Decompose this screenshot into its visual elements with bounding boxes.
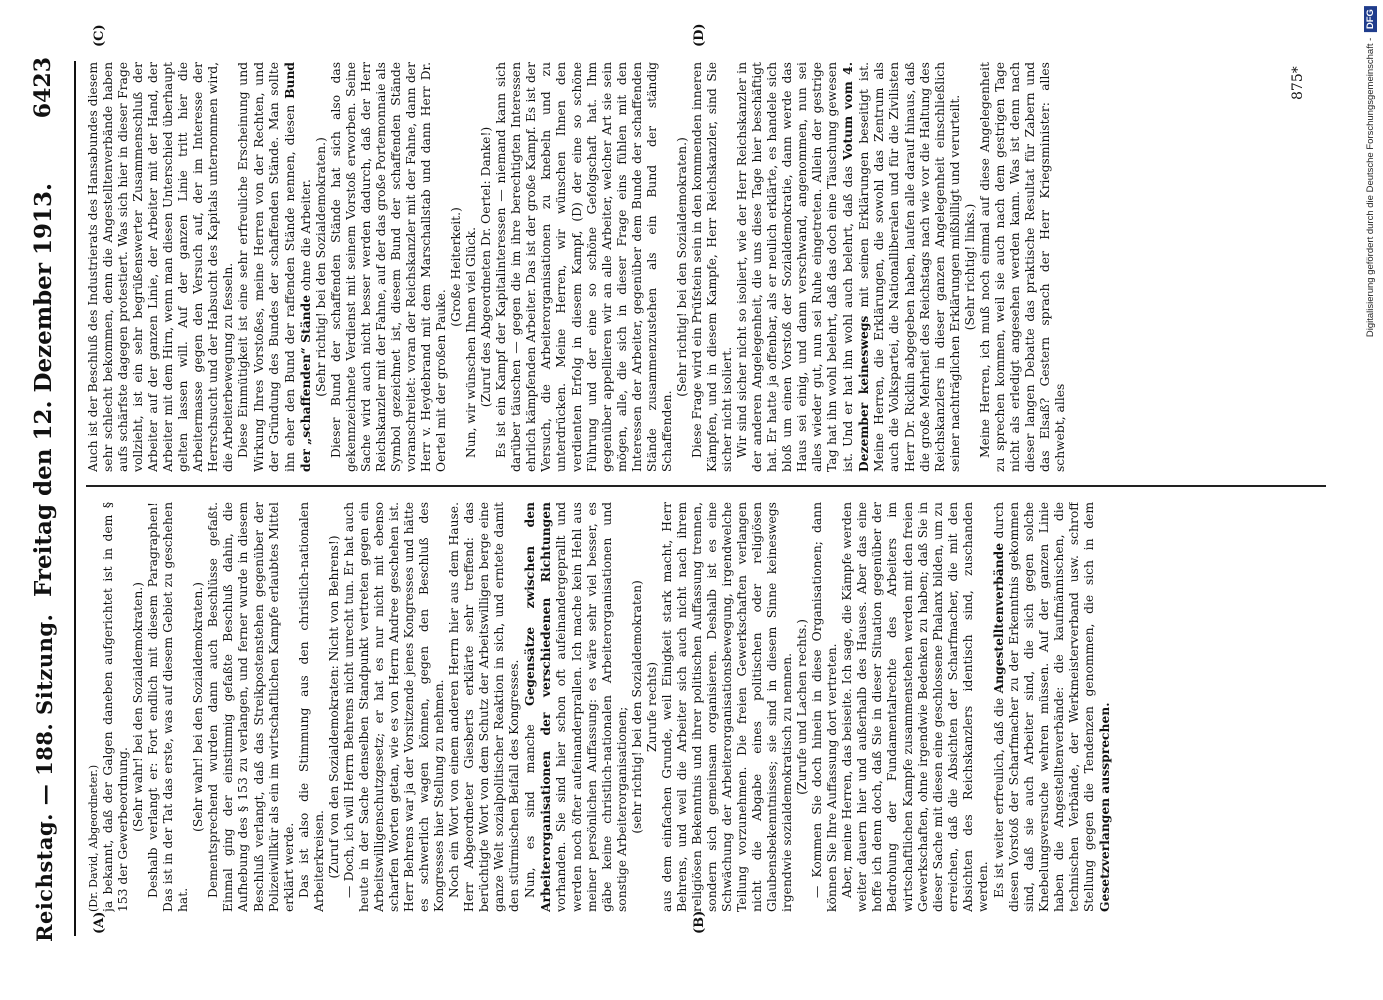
page-header bbox=[18, 57, 70, 942]
emphasis: Gesetzverlangen aussprechen. bbox=[1097, 702, 1113, 912]
margin-marker-a: (A) bbox=[92, 911, 107, 934]
left-column bbox=[86, 502, 1326, 912]
emphasis: Gegensätze zwischen den Arbeiterorganisationen der verschiedenen Richtungen bbox=[522, 502, 554, 912]
paragraph: Auch ist der Beschluß des Industrierats des Hansabundes diesem sehr schlecht bekommen, denn die Angestelltenverbände haben aufs schärfste dagegen protestiert. Was sich hier in dieser Frage vollzieht, ist ein sehr begrüßenswerter Zusammenschluß der Arbeiter auf der ganzen Linie, der Arbeiter mit der Hand, der Arbeiter mit dem Hirn, wenn man diesen Unterschied überhaupt gelten lassen will. Auf der ganzen Linie tritt hier die Arbeitermasse gegen den Versuch auf, der im Interesse der Herrschsucht und der Habsucht des Kapitals unternommen wird, die Arbeiterbewegung zu fesseln. bbox=[86, 62, 236, 472]
header-rule bbox=[74, 61, 76, 936]
interjection: Zurufe rechts) bbox=[644, 662, 659, 753]
interjection: (Sehr richtig! links.) bbox=[962, 203, 977, 331]
interjection: (Zurufe und Lachen rechts.) bbox=[795, 619, 810, 795]
interjection: (Sehr richtig! bei den Sozialdemokraten.) bbox=[313, 137, 328, 397]
paragraph: aus dem einfachen Grunde, weil Einigkeit stark macht, Herr Behrens, und weil die Arbeiter sich auch nicht nach ihrem religiösen Bekenntnis und ihrer politischen Auffassung trennen, sondern sich gemeinsam organisieren. Deshalb ist es eine Schwächung der Arbeiterorganisationsbewegung, irgendwelche Teilung vorzunehmen. Die freien Gewerkschaften verlangen nicht die Abgabe eines politischen oder religiösen Glaubensbekenntnisses; sie sind in diesem Sinne keineswegs irgendwie sozialdemokratisch zu nennen. bbox=[659, 502, 795, 912]
paragraph: Deshalb verlangt er: Fort endlich mit diesem Paragraphen! Das ist in der Tat das erste, was auf diesem Gebiet zu geschehen hat. bbox=[146, 502, 191, 912]
emphasis: Votum vom 4. Dezember keineswegs bbox=[840, 62, 872, 472]
interjection: (Zuruf von den Sozialdemokraten: Nicht von Behrens!) bbox=[326, 535, 341, 879]
emphasis: Angestelltenverbände bbox=[990, 542, 1006, 694]
paragraph: Dieser Bund der schaffenden Stände hat sich also das gekennzeichnete Verdienst mit seinem Vorstoß erworben. Seine Sache wird auch nicht besser werden dadurch, daß der Herr Reichskanzler mit der Fahne, auf der das große Portemonnaie als Symbol gezeichnet ist, diesem Bund der schaffenden Stände voranschreitet: voran der Reichskanzler mit der Fahne, dann der Herr v. Heydebrand mit dem Marschallstab und dann Herr Dr. Oertel mit der großen Pauke. bbox=[328, 62, 449, 472]
paragraph: Wir sind sicher nicht so isoliert, wie der Herr Reichskanzler in der anderen Angelegenheit, die uns diese Tage hier beschäftigt hat. Er hatte ja offenbar, als er neulich erklärte, es handele sich bloß um einen Vorstoß der Sozialdemokratie, dann werde das Haus sei einig, und dann verschwand, angenommen, nun sei alles wieder gut, nun sei Ruhe eingetreten. Allein der gestrige Tag hat ihn wohl belehrt, daß das doch eine Täuschung gewesen ist. Und er hat ihn wohl auch belehrt, daß das Votum vom 4. Dezember keineswegs mit seinen Erklärungen beseitigt ist. Meine Herren, die Erklärungen, die sowohl das Zentrum als auch die Volkspartei, die Nationalliberalen und für die Zivilisten Herr Dr. Ricklin abgegeben haben, laufen alle darauf hinaus, daß die große Mehrheit des Reichstags nach wie vor die Haltung des Reichskanzlers in dieser ganzen Angelegenheit einschließlich seiner nachträglichen Erklärungen mißbilligt und verurteilt. bbox=[735, 62, 962, 472]
header-session: Reichstag. — 188. Sitzung. bbox=[32, 613, 57, 942]
interjection: (Sehr wahr! bei den Sozialdemokraten.) bbox=[191, 582, 206, 832]
header-date: Freitag den 12. Dezember 1913. bbox=[30, 183, 57, 597]
stamp-text: Digitalisierung gefördert durch die Deutsche Forschungsgemeinschaft - bbox=[1365, 37, 1376, 338]
margin-marker-b: (B) bbox=[692, 910, 707, 934]
paragraph: Diese Frage wird ein Prüfstein sein in den kommenden inneren Kämpfen, und in diesem Kampfe, Herr Reichskanzler, sind Sie sicher nicht isoliert. bbox=[689, 62, 734, 472]
paragraph: Es ist ein Kampf der Kapitalinteressen — niemand kann sich darüber täuschen — gegen die im ihre berechtigten Interessen ehrlich kämpfenden Arbeiter. Das ist der große Kampf. Es ist der Versuch, die Arbeiterorganisationen zu knebeln und zu unterdrücken. Meine Herren, wir wünschen Ihnen den verdienten Erfolg in diesem Kampf, (D) der eine so schöne Führung und der eine so schöne Gefolgschaft hat. Ihm gegenüber appellieren wir an alle Arbeiter, welcher Art sie sein mögen, alle, die sich in dieser Frage eins fühlen mit den Interessen der Arbeiter, gegenüber dem Bunde der schaffenden Stände zusammenzustehen als ein Bund der ständig Schaffenden. bbox=[494, 62, 674, 472]
margin-marker-c: (C) bbox=[92, 24, 107, 47]
right-column bbox=[86, 62, 1326, 472]
interjection: (Zuruf des Abgeordneten Dr. Oertel: Danke!) bbox=[479, 126, 494, 408]
paragraph: ja bekannt, daß der Galgen daneben aufgerichtet ist in dem § 153 der Gewerbeordnung. bbox=[101, 502, 131, 912]
digitization-stamp bbox=[1364, 6, 1377, 337]
paragraph: Nun, es sind manche Gegensätze zwischen den Arbeiterorganisationen der verschiedenen Richtungen vorhanden. Sie sind hier schon oft aufeinandergeprallt und werden noch öfter aufeinanderprallen. Ich mache kein Hehl aus meiner persönlichen Auffassung: es wäre sehr viel besser, es gäbe keine christlich-nationalen Arbeiterorganisationen und sonstige Arbeiterorganisationen; bbox=[522, 502, 629, 912]
interjection: (sehr richtig! bei den Sozialdemokraten) bbox=[629, 580, 644, 834]
interjection: (Große Heiterkeit.) bbox=[449, 207, 464, 327]
margin-marker-d: (D) bbox=[692, 23, 707, 47]
page-number: 6423 bbox=[30, 57, 56, 119]
interjection: (Sehr wahr! bei den Sozialdemokraten.) bbox=[131, 582, 146, 832]
paragraph: Diese Einmütigkeit ist eine sehr erfreuliche Erscheinung und Wirkung Ihres Vorstoßes, meine Herren von der Rechten, und der Gründung des Bundes der schaffenden Stände. Man sollte ihn eher den Bund der raffenden Stände nennen, diesen Bund der „schaffenden“ Stände ohne die Arbeiter. bbox=[236, 62, 313, 472]
dfg-logo: DFG bbox=[1364, 6, 1377, 32]
paragraph: — Kommen Sie doch hinein in diese Organisationen; dann können Sie Ihre Auffassung dort vertreten. bbox=[810, 502, 840, 912]
paragraph: Noch ein Wort von einem anderen Herrn hier aus dem Hause. Herr Abgeordneter Giesberts erklärte sehr treffend: das berüchtigte Wort von dem Schutz der Arbeitswilligen berge eine ganze Welt sozialpolitischer Reaktion in sich, und erntete damit den stürmischen Beifall des Kongresses. bbox=[447, 502, 522, 912]
interjection: (Sehr richtig! bei den Sozialdemokraten.) bbox=[674, 137, 689, 397]
paragraph: Nun, wir wünschen Ihnen viel Glück. bbox=[464, 227, 479, 458]
speaker-note: (Dr. David, Abgeordneter.) bbox=[87, 764, 100, 912]
column-divider bbox=[86, 486, 1326, 488]
paragraph: Das ist also die Stimmung aus den christlich-nationalen Arbeiterkreisen. bbox=[296, 502, 326, 912]
paragraph: Dementsprechend wurden dann auch Beschlüsse gefaßt. Einmal ging der einstimmig gefaßte Beschluß dahin, die Aufhebung des § 153 zu verlangen, und ferner wurde in diesem Beschluß verlangt, daß das Streikpostenstehen gegenüber der Polizeiwillkür als ein im wirtschaftlichen Kampfe erlaubtes Mittel erklärt werde. bbox=[206, 502, 296, 912]
paragraph: Meine Herren, ich muß noch einmal auf diese Angelegenheit zu sprechen kommen, weil sie auch nach dem gestrigen Tage nicht als erledigt angesehen werden kann. Was ist denn nach dieser langen Debatte das praktische Resultat für Zabern und das Elsaß? Gestern sprach der Herr Kriegsminister: alles schwebt, alles bbox=[977, 62, 1067, 472]
paragraph: — Doch, ich will Herrn Behrens nicht unrecht tun. Er hat auch heute in der Sache denselben Standpunkt vertreten gegen ein Arbeitswilligenschutzgesetz; er hat es nur nicht mit ebenso scharfen Worten getan, wie es von Herrn Andree geschehen ist. Herr Behrens war ja der Vorsitzende jenes Kongresses und hätte es schwerlich wagen können, gegen den Beschluß des Kongresses hier Stellung zu nehmen. bbox=[341, 502, 447, 912]
paragraph: Es ist weiter erfreulich, daß die Angestelltenverbände durch diesen Vorstoß der Scharfmacher zu der Erkenntnis gekommen sind, daß sie auch Arbeiter sind, die sich gegen solche Knebelungsversuche wehren müssen. Auf der ganzen Linie haben die Angestelltenverbände: die kaufmännischen, die technischen Verbände, der Werkmeisterverband usw. schroff Stellung gegen die Tendenzen genommen, die sich in dem Gesetzverlangen aussprechen. bbox=[990, 502, 1113, 912]
paragraph: Aber, meine Herren, das beiseite. Ich sage, die Kämpfe werden weiter dauern hier und außerhalb des Hauses. Aber das eine hoffe ich denn doch, daß Sie in dieser Situation gegenüber der Bedrohung der Fundamentalrechte des Arbeiters im wirtschaftlichen Kampfe zusammenstehen werden mit den freien Gewerkschaften, ohne irgendwie Bedenken zu haben; daß Sie in dieser Sache mit diesen eine geschlossene Phalanx bilden, um zu erreichen, daß die Absichten der Scharfmacher, die mit den Absichten des Reichskanzlers identisch sind, zuschanden werden. bbox=[840, 502, 990, 912]
emphasis: Bund der „schaffenden“ Stände bbox=[281, 62, 313, 472]
signature-mark: 875* bbox=[1290, 66, 1306, 100]
